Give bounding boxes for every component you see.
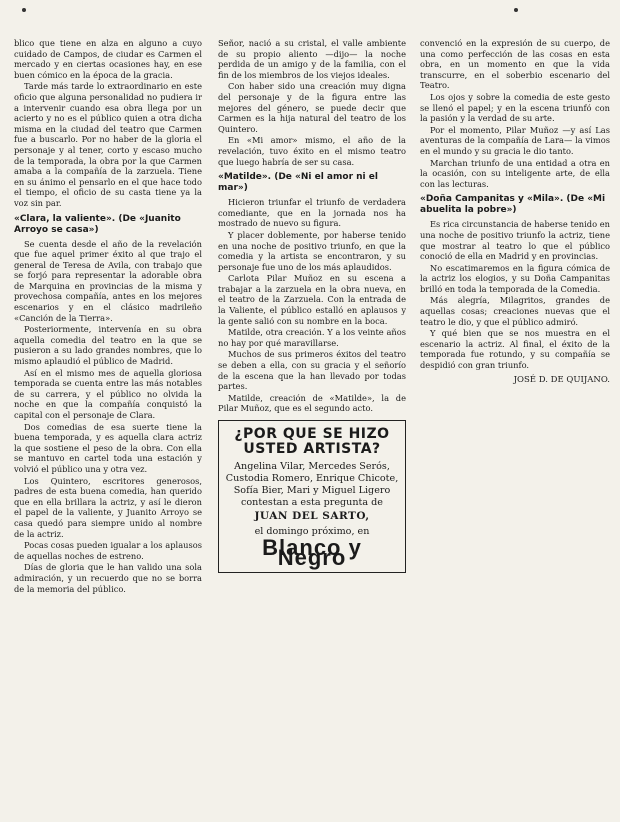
- paragraph: Tarde más tarde lo extraordinario en este oficio que alguna personalidad no pudiera ir a intervenir cuando esa obra llega por un acierto y no es el público quien a otra dicha misma en la ciudad del teatro que Carmen fue a buscarlo. Por no haber de la gloria el personaje y al tener, corto y escaso mucho de la temporada, la obra por la que Carmen amaba a la compañía de la zarzuela. Tiene en su ánimo el pensarlo en el que hace todo el tiempo, el oficio de su casta tiene ya la voz sin par.: [14, 81, 202, 208]
- advertisement-box: [218, 420, 406, 573]
- ad-heading: ¿POR QUE SE HIZO USTED ARTISTA?: [234, 426, 390, 457]
- paragraph: Días de gloria que le han valido una sola admiración, y un recuerdo que no se borra de la memoria del público.: [14, 562, 202, 594]
- paragraph: En «Mi amor» mismo, el año de la revelación, tuvo éxito en el mismo teatro que luego habría de ser su casa.: [218, 135, 406, 167]
- section-heading: «Matilde». (De «Ni el amor ni el mar»): [218, 172, 378, 194]
- paragraph: Posteriormente, intervenía en su obra aquella comedia del teatro en la que se pusieron a su lado grandes nombres, que lo mismo aplaudió el público de Madrid.: [14, 324, 202, 367]
- paragraph: Los Quintero, escritores generosos, padres de esta buena comedia, han querido que en ella brillara la actriz, y así le dieron el papel de la valiente, y Juanito Arroyo se casa quedó para siempre unido al nombre de la actriz.: [14, 475, 202, 539]
- print-mark: [22, 8, 26, 12]
- section-heading: «Clara, la valiente». (De «Juanito Arroyo se casa»): [14, 213, 181, 235]
- paragraph: Pocas cosas pueden igualar a los aplausos de aquellas noches de estreno.: [14, 540, 202, 561]
- paragraph: Hicieron triunfar el triunfo de verdadera comediante, que en la jornada nos ha mostrado de nuevo su figura.: [218, 197, 406, 229]
- paragraph: Matilde, creación de «Matilde», la de Pilar Muñoz, que es el segundo acto.: [218, 392, 406, 414]
- paragraph: Es rica circunstancia de haberse tenido en una noche de positivo triunfo la actriz, tiene que mostrar al teatro lo que el público conoció de ella en Madrid y en provincias.: [420, 219, 610, 262]
- paragraph: Más alegría, Milagritos, grandes de aquellas cosas; creaciones nuevas que el teatro le dio, y que el público admiró.: [420, 295, 610, 327]
- paragraph: Marchan triunfo de una entidad a otra en la ocasión, con su inteligente arte, de ella con las lecturas.: [420, 157, 610, 189]
- column-2: [218, 38, 406, 812]
- author-signature: JOSÉ D. DE QUIJANO.: [513, 374, 610, 385]
- ad-brand: Blanco y Negro: [262, 534, 362, 571]
- ad-text-2: el domingo próximo, en: [254, 525, 370, 537]
- paragraph: Por el momento, Pilar Muñoz —y así Las aventuras de la compañía de Lara— la vimos en el mundo y su gracia le dio tanto.: [420, 124, 610, 156]
- column-1: [14, 38, 202, 812]
- ad-text: Angelina Vilar, Mercedes Serós, Custodia Romero, Enrique Chicote, Sofía Bier, Mari y Miguel Ligero contestan a esta pregunta de: [225, 461, 399, 508]
- paragraph: convenció en la expresión de su cuerpo, de una como perfección de las cosas en esta obra, en un momento en que la vida transcurre, en el soberbio escenario del Teatro.: [420, 38, 610, 91]
- print-mark: [514, 8, 518, 12]
- paragraph: Con haber sido una creación muy digna del personaje y de la figura entre las mejores del género, se puede decir que Carmen es la hija natural del teatro de los Quintero.: [218, 81, 406, 134]
- paragraph: blico que tiene en alza en alguno a cuyo cuidado de Campos, de ciudar es Carmen el mercado y en ciertas ocasiones hay, en ese buen cómico en la época de la gracia.: [14, 38, 202, 80]
- paragraph: Matilde, otra creación. Y a los veinte años no hay por qué maravillarse.: [218, 327, 406, 348]
- paragraph: Los ojos y sobre la comedia de este gesto se llenó el papel; y en la escena triunfó con la pasión y la verdad de su arte.: [420, 91, 610, 124]
- paragraph: Y qué bien que se nos muestra en el escenario la actriz. Al final, el éxito de la temporada fue rotundo, y su compañía se despidió con gran triunfo.: [420, 328, 610, 371]
- paragraph: Muchos de sus primeros éxitos del teatro se deben a ella, con su gracia y el señorío de la escena que la han llevado por todas partes.: [218, 349, 406, 392]
- paragraph: No escatimaremos en la figura cómica de la actriz los elogios, y su Doña Campanitas brilló en toda la temporada de la Comedia.: [420, 262, 610, 294]
- paragraph: Así en el mismo mes de aquella gloriosa temporada se cuenta entre las más notables de su carrera, y el público no olvida la noche en que la compañía conquistó la capital con el personaje de Clara.: [14, 367, 202, 420]
- paragraph: Dos comedias de esa suerte tiene la buena temporada, y es aquella clara actriz la que sostiene el peso de la obra. Con ella se mantuvo en cartel toda una estación y volvió el público una y otra vez.: [14, 421, 202, 474]
- paragraph: Señor, nació a su cristal, el valle ambiente de su propio aliento —dijo— la noche perdida de un amigo y de la familia, con el fin de los miembros de los viejos ideales.: [218, 38, 406, 80]
- paragraph: Carlota Pilar Muñoz en su escena a trabajar a la zarzuela en la obra nueva, en el teatro de la Zarzuela. Con la entrada de la Valiente, el público estalló en aplausos y la gente salió con su nombre en la boca.: [218, 273, 406, 326]
- paragraph: Y placer doblemente, por haberse tenido en una noche de positivo triunfo, en que la comedia y la artista se encontraron, y su personaje fue uno de los más aplaudidos.: [218, 229, 406, 272]
- column-3: [420, 38, 610, 812]
- section-heading: «Doña Campanitas y «Mila». (De «Mi abuelita la pobre»): [420, 194, 606, 216]
- paragraph: Se cuenta desde el año de la revelación que fue aquel primer éxito al que trajo el general de Teresa de Avila, con trabajo que se forjó para representar la adorable obra de Marquina en provincias de la misma y provechosa compañía, antes en los mejores escenarios y en el clásico madrileño «Canción de la Tierra».: [14, 238, 202, 323]
- ad-author: JUAN DEL SARTO,: [254, 510, 370, 522]
